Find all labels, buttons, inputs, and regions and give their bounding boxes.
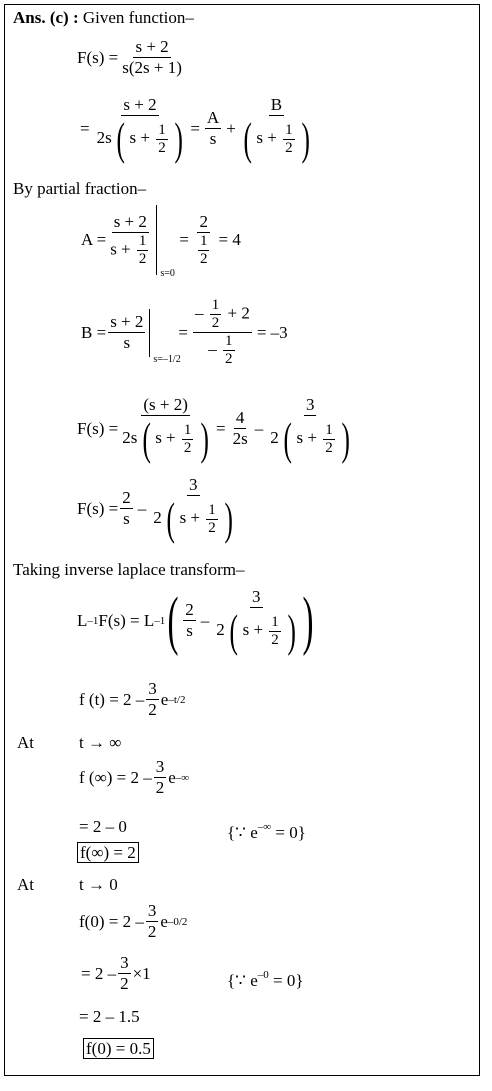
equation-f-zero-step2: = 2 – 1.5 (79, 1007, 140, 1026)
evaluation-bar: s=–1/2 (149, 309, 150, 357)
note-e-zero: {∵ $e^{-0} = 0$} (227, 969, 304, 990)
at-zero-condition: t → 0 (79, 875, 118, 894)
at-infinity-condition: t → ∞ (79, 733, 122, 752)
equation-f-infinity-step: = 2 – 0 (79, 817, 127, 836)
evaluation-bar: s=0 (156, 205, 157, 275)
result-f-infinity: f(∞) = 2 (77, 843, 139, 863)
equation-a: A = s + 2 s + $\frac{1}{2}$ s=0 = $\frac{2}{\frac{1}{2}}$ = 4 (81, 205, 244, 275)
at-zero-label: At (17, 875, 34, 894)
note-e-neg-infinity: {∵ e–∞ = 0} (227, 821, 306, 842)
fraction: $\frac{s + 2}{s(2s + 1)}$ (122, 37, 182, 77)
equation-f-zero-step: = 2 – $\frac{3}{2}$ ×1 (81, 953, 151, 993)
equation-fs-expanded: F(s) = (s + 2) 2s ( s + $\frac{1}{2}$ ) = $\frac{4}{2s}$ – 3 2 ( s + $\frac{1}{2}$ ) (77, 395, 350, 464)
inverse-laplace-heading: Taking inverse laplace transform– (13, 560, 245, 579)
fraction: s + 2 2s ( s + $\frac{1}{2}$ ) (96, 95, 183, 164)
equation-given: F(s) = $\frac{s + 2}{s(2s + 1)}$ (77, 37, 182, 77)
equation-ft: f (t) = 2 – $\frac{3}{2}$ e –t/2 (79, 679, 186, 719)
answer-heading: Ans. (c) : Given function– (13, 8, 194, 27)
equation-f-zero: f(0) = 2 – $\frac{3}{2}$ e –0/2 (79, 901, 188, 941)
equation-f-infinity: f (∞) = 2 – $\frac{3}{2}$ e –∞ (79, 757, 190, 797)
at-infinity-label: At (17, 733, 34, 752)
equation-fs-simplified: F(s) = $\frac{2}{s}$ – 3 2 ( s + $\frac{1}{2}$ ) (77, 475, 233, 544)
equation-split: = s + 2 2s ( s + $\frac{1}{2}$ ) = $\frac{A}{s}$ + B ( s + $\frac{1}{2}$ ) (80, 95, 310, 164)
solution-box (4, 4, 480, 1076)
result-f-zero: f(0) = 0.5 (83, 1039, 154, 1059)
partial-fraction-heading: By partial fraction– (13, 179, 147, 198)
equation-b: B = $\frac{s + 2}{s}$ s=–1/2 = – $\frac{1}{2}$ + 2 – $\frac{1}{2}$ = –3 (81, 297, 288, 367)
equation-inverse-laplace: L –1 F(s) = L –1 ( $\frac{2}{s}$ – 3 2 ( s + $\frac{1}{2}$ ) ) (77, 583, 314, 657)
